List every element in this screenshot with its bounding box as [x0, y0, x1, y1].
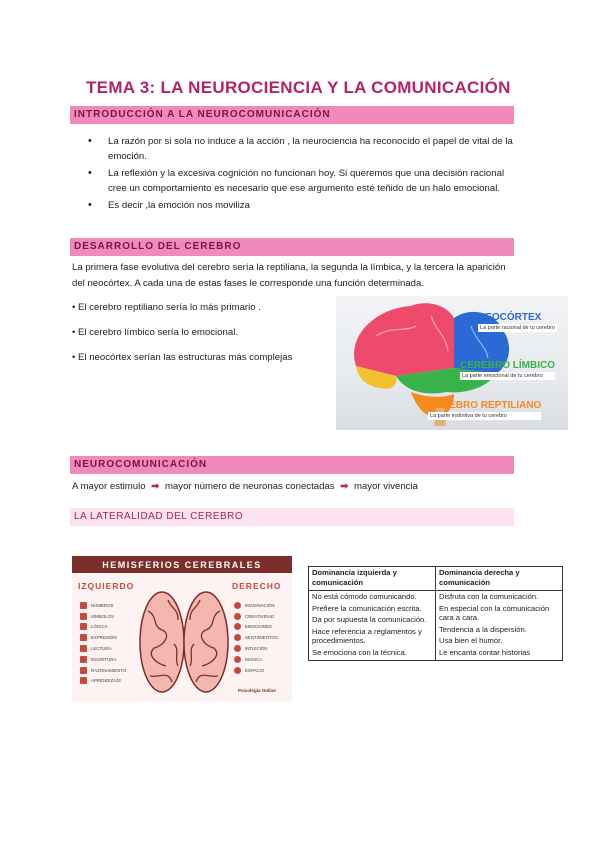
hemispheres-title: HEMISFERIOS CEREBRALES: [72, 556, 292, 573]
stimulus-arrow-line: A mayor estimulo ➡ mayor número de neuronas conectadas ➡ mayor vivencia: [72, 481, 418, 492]
list-item: ESPACIO: [234, 665, 292, 676]
writing-icon: [80, 656, 87, 663]
logic-icon: [80, 623, 87, 630]
symbols-icon: [80, 613, 87, 620]
table-header-row: [309, 567, 563, 591]
list-item: • El cerebro límbico sería lo emocional.: [72, 327, 238, 338]
list-item: CREATIVIDAD: [234, 611, 292, 622]
brain-points-list: [72, 302, 332, 377]
list-item: • El neocórtex serían las estructuras más complejas: [72, 352, 293, 363]
list-item: LECTURA: [80, 643, 140, 654]
list-item: SÍMBOLOS: [80, 611, 140, 622]
reading-icon: [80, 645, 87, 652]
expression-icon: [80, 634, 87, 641]
table-cell-right: Disfruta con la comunicación. En especial con la comunicación cara a cara. Tendencia a la dispersión. Usa bien el humor. Le encanta contar historias: [436, 591, 563, 661]
list-item: • La reflexión y la excesiva cognición no funcionan hoy. Si queremos que una decisión racional cree un comportamiento es necesario que ese argumento esté teñido de un halo emocional.: [88, 166, 514, 196]
dominance-table: [308, 566, 563, 661]
hemispheres-infographic: [72, 556, 292, 702]
learning-icon: [80, 677, 87, 684]
desarrollo-paragraph: La primera fase evolutiva del cerebro sería la reptiliana, la segunda la límbica, y la tercera la aparición del neocórtex. A cada una de estas fases le corresponde una función determinada.: [72, 262, 506, 289]
right-hemisphere-list: [234, 600, 292, 676]
list-item: • El cerebro reptiliano sería lo más primario .: [72, 302, 261, 313]
reptiliano-label: CEREBRO REPTILIANO La parte instintiva de tu cerebro: [428, 400, 542, 419]
creativity-icon: [234, 613, 241, 620]
intuition-icon: [234, 645, 241, 652]
reasoning-icon: [80, 667, 87, 674]
section-heading-neuro: NEUROCOMUNICACIÓN: [70, 456, 514, 474]
list-item: ESCRITURA: [80, 654, 140, 665]
table-header-right: Dominancia derecha y comunicación: [436, 567, 563, 591]
music-icon: [234, 656, 241, 663]
table-row: [309, 591, 563, 661]
intro-bullet-list: [88, 134, 514, 215]
list-item: • Es decir ,la emoción nos moviliza: [88, 198, 514, 213]
list-item: NÚMEROS: [80, 600, 140, 611]
neocortex-label: NEOCÓRTEX La parte racional de tu cerebro: [478, 312, 555, 331]
limbico-label: CEREBRO LÍMBICO La parte emocional de tu cerebro: [460, 360, 555, 379]
list-item: SENTIMIENTOS: [234, 632, 292, 643]
arrow-right-icon: ➡: [340, 481, 349, 492]
table-header-left: Dominancia izquierda y comunicación: [309, 567, 436, 591]
table-cell-left: No está cómodo comunicando. Prefiere la comunicación escrita. Da por supuesta la comunicación. Hace referencia a reglamentos y procedimientos. Se emociona con la técnica.: [309, 591, 436, 661]
left-hemisphere-label: IZQUIERDO: [78, 581, 135, 591]
image-credit: Psicología Online: [238, 688, 276, 693]
subheading-lateralidad: LA LATERALIDAD DEL CEREBRO: [70, 508, 514, 526]
list-item: LÓGICA: [80, 622, 140, 633]
list-item: IMAGINACIÓN: [234, 600, 292, 611]
brain-top-icon: [138, 586, 230, 698]
arrow-right-icon: ➡: [151, 481, 160, 492]
list-item: INTUICIÓN: [234, 643, 292, 654]
section-heading-intro: INTRODUCCIÓN A LA NEUROCOMUNICACIÓN: [70, 106, 514, 124]
list-item: MÚSICA: [234, 654, 292, 665]
feelings-icon: [234, 634, 241, 641]
page-title: TEMA 3: LA NEUROCIENCIA Y LA COMUNICACIÓN: [86, 78, 511, 97]
numbers-icon: [80, 602, 87, 609]
list-item: EMOCIONES: [234, 622, 292, 633]
list-item: EXPRESIÓN: [80, 632, 140, 643]
list-item: RAZONAMIENTO: [80, 665, 140, 676]
right-hemisphere-label: DERECHO: [232, 581, 282, 591]
emotions-icon: [234, 623, 241, 630]
section-heading-desarrollo: DESARROLLO DEL CEREBRO: [70, 238, 514, 256]
brain-evolution-image: [336, 296, 568, 430]
list-item: • La razón por si sola no induce a la acción , la neurociencia ha reconocido el papel de vital de la emoción.: [88, 134, 514, 164]
space-icon: [234, 667, 241, 674]
imagination-icon: [234, 602, 241, 609]
list-item: APRENDIZAJE: [80, 676, 140, 687]
left-hemisphere-list: [80, 600, 140, 686]
